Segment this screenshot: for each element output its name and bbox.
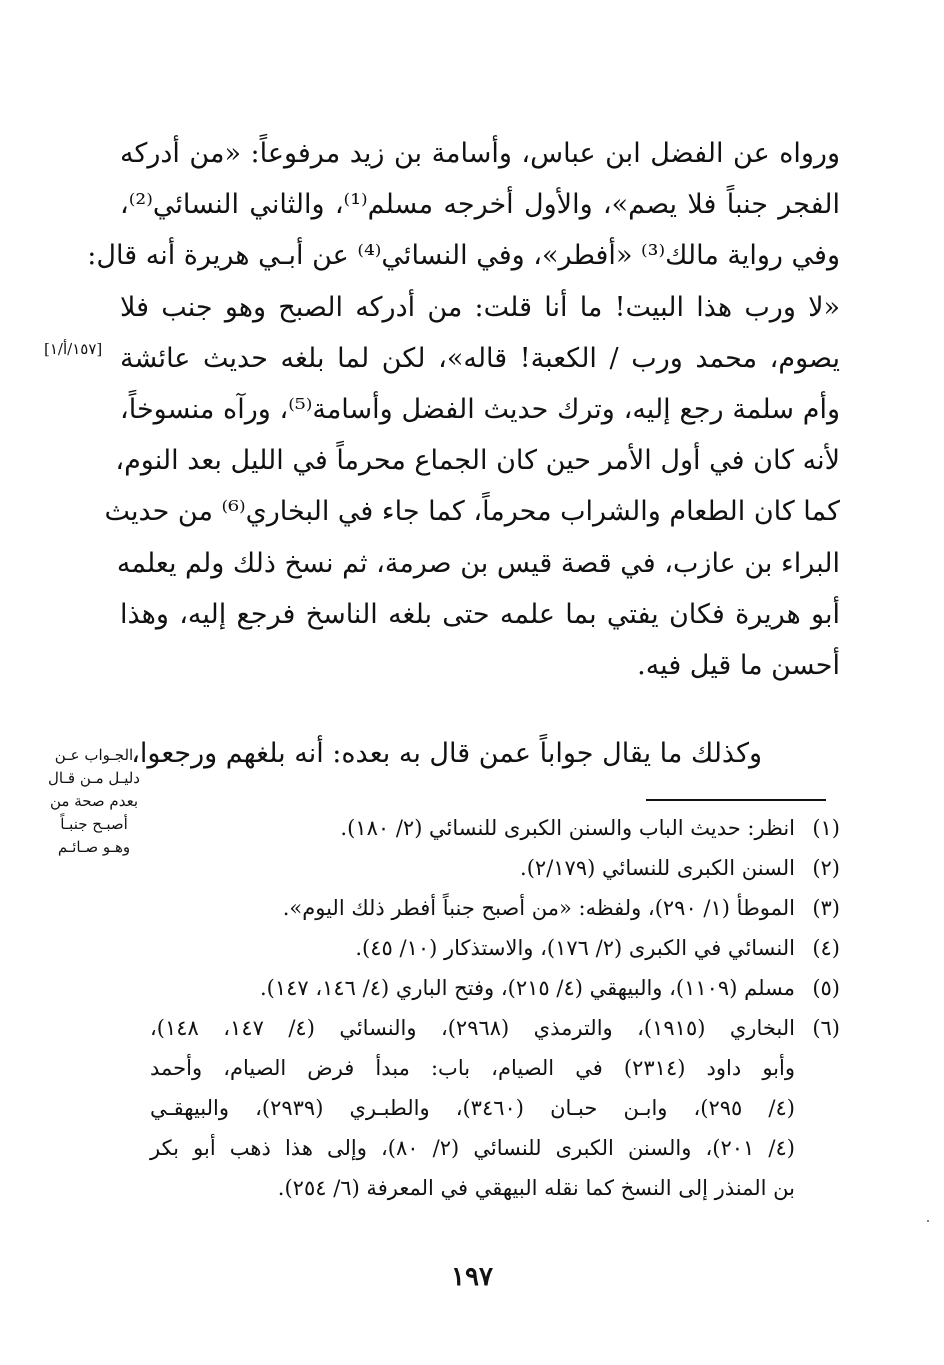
main-line: وأم سلمة رجع إليه، وترك حديث الفضل وأسامة⁽⁵⁾، ورآه منسوخاً، [120, 394, 840, 426]
footnote-4 [150, 928, 840, 968]
footnote-number: (٤) [812, 936, 840, 960]
footnote-6 [150, 1008, 840, 1208]
footnote-text: النسائي في الكبرى (٢/ ١٧٦)، والاستذكار (١٠/ ٤٥). [355, 936, 795, 960]
margin-side-note [40, 744, 148, 859]
footnotes [150, 808, 840, 1208]
second-paragraph: وكذلك ما يقال جواباً عمن قال به بعده: أنه بلغهم ورجعوا، [131, 738, 762, 769]
main-line: «لا ورب هذا البيت! ما أنا قلت: من أدركه الصبح وهو جنب فلا [120, 291, 840, 323]
footnote-number: (٢) [812, 856, 840, 880]
footnote-text: مسلم (١١٠٩)، والبيهقي (٤/ ٢١٥)، وفتح الباري (٤/ ١٤٦، ١٤٧). [259, 976, 795, 1000]
main-line: البراء بن عازب، في قصة قيس بن صرمة، ثم نسخ ذلك ولم يعلمه [116, 547, 840, 579]
main-line: الفجر جنباً فلا يصم»، والأول أخرجه مسلم⁽¹⁾، والثاني النسائي⁽²⁾، [120, 189, 840, 221]
side-note-line: بعدم صحة من [49, 792, 139, 810]
side-note-line: وهـو صـائـم [57, 838, 131, 856]
footnote-2 [150, 848, 840, 888]
manuscript-folio-marker: [١٥٧/أ/١] [44, 340, 103, 358]
footnote-number: (٣) [812, 896, 840, 920]
footnote-number: (٦) [812, 1016, 840, 1040]
main-line: يصوم، محمد ورب / الكعبة! قاله»، لكن لما بلغه حديث عائشة [120, 342, 840, 374]
side-note-line: دليـل مـن قـال [48, 769, 140, 787]
footnote-text: السنن الكبرى للنسائي (٢/١٧٩). [520, 856, 795, 880]
footnote-text: بن المنذر إلى النسخ كما نقله البيهقي في المعرفة (٦/ ٢٥٤). [277, 1176, 795, 1200]
footnote-text: (٤/ ٢٠١)، والسنن الكبرى للنسائي (٢/ ٨٠)، وإلى هذا ذهب أبو بكر [150, 1136, 795, 1160]
main-paragraph [87, 128, 840, 691]
side-note-line: أصبـح جنبـاً [60, 815, 128, 833]
main-line: كما كان الطعام والشراب محرماً، كما جاء في البخاري⁽⁶⁾ من حديث [104, 496, 840, 528]
footnote-text: وأبو داود (٢٣١٤) في الصيام، باب: مبدأ فرض الصيام، وأحمد [150, 1056, 795, 1080]
footnote-1 [150, 808, 840, 848]
footnote-text: البخاري (١٩١٥)، والترمذي (٢٩٦٨)، والنسائي (٤/ ١٤٧، ١٤٨)، [150, 1016, 795, 1040]
main-line: لأنه كان في أول الأمر حين كان الجماع محرماً في الليل بعد النوم، [115, 445, 840, 477]
side-note-line: الجـواب عـن [54, 746, 134, 764]
scan-speck [927, 1220, 929, 1222]
footnote-5 [150, 968, 840, 1008]
footnote-text: انظر: حديث الباب والسنن الكبرى للنسائي (٢/ ١٨٠). [340, 816, 795, 840]
footnote-text: (٤/ ٢٩٥)، وابـن حبـان (٣٤٦٠)، والطبـري (٢٩٣٩)، والبيهقـي [150, 1096, 795, 1120]
main-line: ورواه عن الفضل ابن عباس، وأسامة بن زيد مرفوعاً: «من أدركه [120, 138, 840, 169]
main-line: أبو هريرة فكان يفتي بما علمه حتى بلغه الناسخ فرجع إليه، وهذا [120, 598, 840, 630]
main-line: وفي رواية مالك⁽³⁾ «أفطر»، وفي النسائي⁽⁴⁾ عن أبـي هريرة أنه قال: [87, 240, 840, 272]
footnote-number: (٥) [812, 976, 840, 1000]
footnote-number: (١) [812, 816, 840, 840]
footnote-3 [150, 888, 840, 928]
footnote-divider [646, 799, 826, 801]
footnote-text: الموطأ (١/ ٢٩٠)، ولفظه: «من أصبح جنباً أفطر ذلك اليوم». [282, 896, 795, 920]
main-line: أحسن ما قيل فيه. [637, 650, 840, 682]
page-number: ١٩٧ [451, 1262, 493, 1292]
